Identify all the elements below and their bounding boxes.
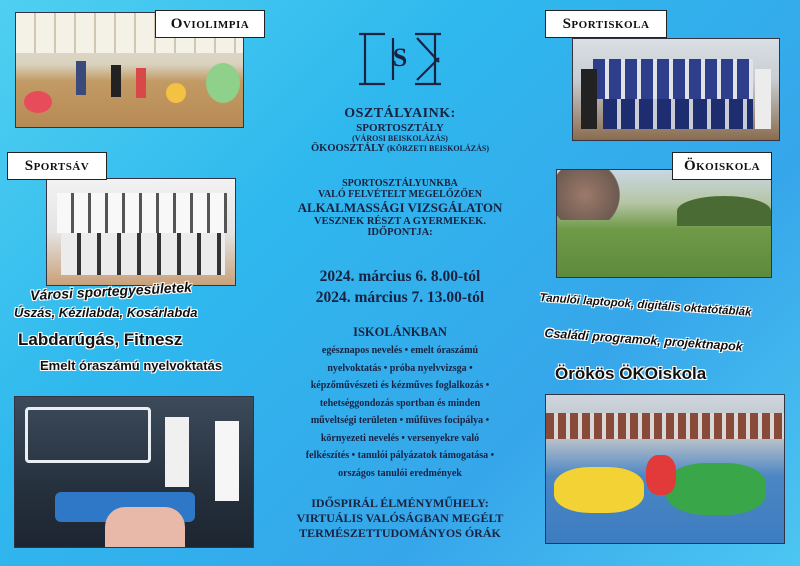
offer-line: képzőművészeti és kézműves foglalkozás • <box>310 380 490 391</box>
slogan-family-programs: Családi programok, projektnapok <box>544 326 744 354</box>
school-offer-block <box>262 325 538 482</box>
sportsav-photo <box>46 178 236 286</box>
vr-line-3: TERMÉSZETTUDOMÁNYOS ÓRÁK <box>299 526 501 540</box>
offer-line: műveltségi területen • műfüves focipálya • <box>310 415 490 426</box>
exam-date-2: 2024. március 7. 13.00-tól <box>315 289 485 306</box>
exam-line-5: IDŐPONTJA: <box>367 227 433 238</box>
exam-line-2: VALÓ FELVÉTELT MEGELŐZŐEN <box>318 189 482 200</box>
exam-dates <box>262 266 538 308</box>
svg-text:S: S <box>392 43 408 72</box>
classes-block <box>262 106 538 154</box>
slogan-swim-handball-basketball: Úszás, Kézilabda, Kosárlabda <box>14 305 198 320</box>
slogan-laptops-boards: Tanulói laptopok, digitális oktatótáblák <box>539 292 752 319</box>
offer-line: országos tanulói eredmények <box>338 467 462 479</box>
offer-line: egésznapos nevelés • emelt óraszámú <box>321 345 479 356</box>
exam-date-1: 2024. március 6. 8.00-tól <box>319 268 481 285</box>
offer-line: felkészítés • tanulói pályázatok támogatása • <box>305 450 495 461</box>
vr-block <box>262 496 538 541</box>
slogan-city-sports-clubs: Városi sportegyesületek <box>29 278 193 304</box>
school-logo <box>355 28 445 90</box>
vr-line-2: VIRTUÁLIS VALÓSÁGBAN MEGÉLT <box>296 511 504 525</box>
exam-line-1: SPORTOSZTÁLYUNKBA <box>342 178 458 189</box>
slogan-football-fitness: Labdarúgás, Fitnesz <box>18 330 183 349</box>
vr-line-1: IDŐSPIRÁL ÉLMÉNYMŰHELY: <box>311 496 489 510</box>
offer-line: környezeti nevelés • versenyekre való <box>320 432 480 444</box>
school-heading: ISKOLÁNKBAN <box>353 325 447 339</box>
label-okoiskola: Ökoiskola <box>672 152 772 180</box>
label-oviolimpia: Oviolimpia <box>155 10 265 38</box>
exam-block <box>262 178 538 238</box>
offer-line: tehetséggondozás sportban és minden <box>319 397 481 409</box>
okoiskola-photo <box>556 169 772 278</box>
label-sportiskola: Sportiskola <box>545 10 667 38</box>
sports-hall-photo <box>545 394 785 544</box>
sport-class-note: (VÁROSI BEISKOLÁZÁS) <box>352 134 448 143</box>
sport-class: SPORTOSZTÁLY <box>356 122 444 134</box>
logo-icon <box>355 28 445 90</box>
label-sportsav: Sportsáv <box>7 152 107 180</box>
slogan-language-classes: Emelt óraszámú nyelvoktatás <box>40 358 223 373</box>
oko-class: ÖKOOSZTÁLY <box>311 143 385 154</box>
sportiskola-photo <box>572 38 780 141</box>
oko-class-note: (KÖRZETI BEISKOLÁZÁS) <box>386 144 489 153</box>
offer-line: nyelvoktatás • próba nyelvvizsga • <box>327 362 473 374</box>
exam-line-3: ALKALMASSÁGI VIZSGÁLATON <box>297 200 503 215</box>
slogan-eternal-eco-school: Örökös ÖKOiskola <box>555 364 707 383</box>
vr-class-photo <box>14 396 254 548</box>
classes-heading: OSZTÁLYAINK: <box>344 106 456 121</box>
exam-line-4: VESZNEK RÉSZT A GYERMEKEK. <box>314 216 486 227</box>
